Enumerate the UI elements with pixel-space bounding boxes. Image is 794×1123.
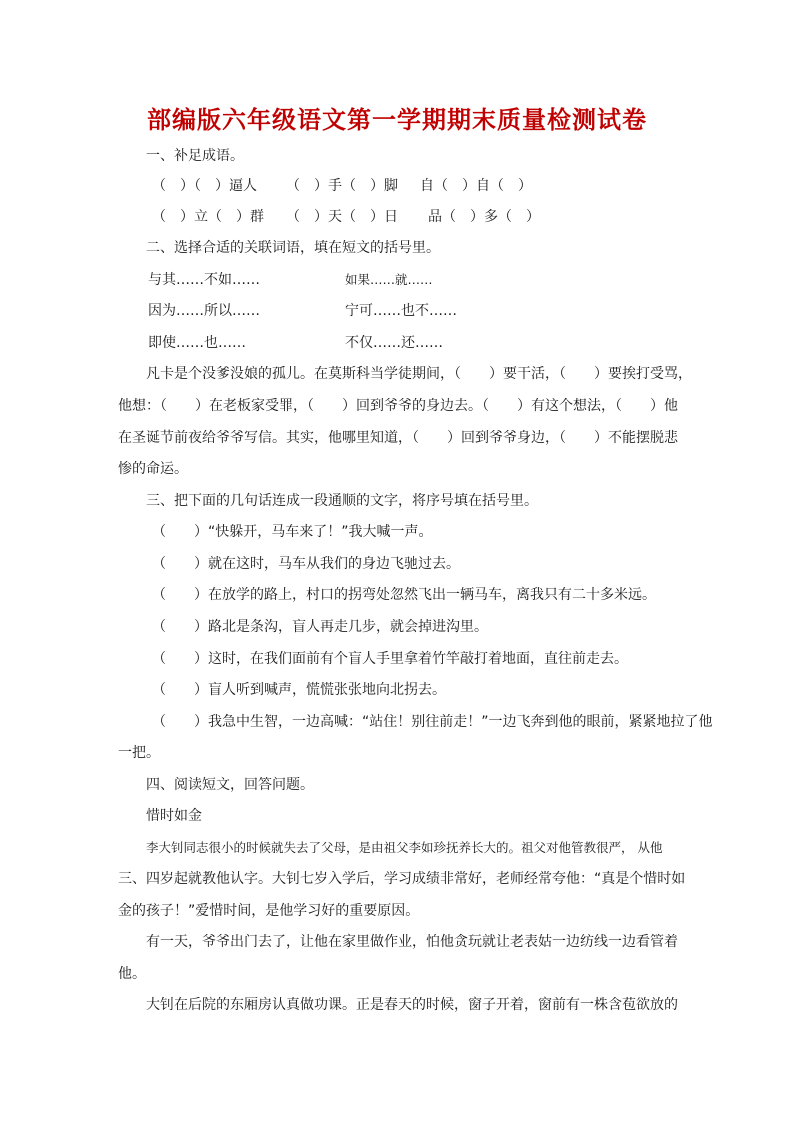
ordering-item: （ ）这时，在我们面前有个盲人手里拿着竹竿敲打着地面，直往前走去。 [152,651,628,667]
ordering-item: （ ）就在这时，马车从我们的身边飞驰过去。 [152,556,460,572]
ordering-item: （ ）我急中生智，一边高喊：“站住！别往前走！”一边飞奔到他的眼前，紧紧地拉了他 [152,714,713,730]
ordering-item: （ ）在放学的路上，村口的拐弯处忽然飞出一辆马车，离我只有二十多米远。 [152,587,656,603]
idiom-blank: 品（ ）多（ ） [428,209,540,225]
ordering-item: （ ）盲人听到喊声，慌慌张张地向北拐去。 [152,682,446,698]
ordering-item-continued: 一把。 [118,745,160,761]
section-2-heading: 二、选择合适的关联词语，填在短文的括号里。 [146,240,440,256]
idiom-blank: （ ）立（ ）群 [152,209,264,225]
ordering-item: （ ）路北是条沟，盲人再走几步，就会掉进沟里。 [152,619,488,635]
paragraph-line: 凡卡是个没爹没娘的孤儿。在莫斯科当学徒期间，（ ）要干活，（ ）要挨打受骂， [146,366,692,382]
story-title: 惜时如金 [146,808,202,824]
conjunction-option: 不仅……还…… [345,335,443,351]
conjunction-option: 因为……所以…… [148,303,260,319]
paragraph-line: 在圣诞节前夜给爷爷写信。其实，他哪里知道，（ ）回到爷爷身边，（ ）不能摆脱悲 [118,430,678,446]
conjunction-option: 与其……不如…… [148,272,260,288]
idiom-blank: （ ）手（ ）脚 [286,178,398,194]
story-line: 三、四岁起就教他认字。大钊七岁入学后，学习成绩非常好，老师经常夸他：“真是个惜时如 [118,871,686,887]
page-title: 部编版六年级语文第一学期期末质量检测试卷 [147,105,647,134]
paragraph-line: 他想：（ ）在老板家受罪，（ ）回到爷爷的身边去。（ ）有这个想法，（ ）他 [118,398,678,414]
idiom-blank: （ ）天（ ）日 [286,209,398,225]
ordering-item: （ ）“快躲开，马车来了！”我大喊一声。 [152,524,433,540]
conjunction-option: 即使……也…… [148,335,246,351]
conjunction-option: 如果……就…… [345,272,433,287]
story-line: 大钊在后院的东厢房认真做功课。正是春天的时候，窗子开着，窗前有一株含苞欲放的 [146,997,678,1013]
conjunction-option: 宁可……也不…… [345,303,457,319]
story-line: 他。 [118,966,146,982]
story-line: 金的孩子！”爱惜时间，是他学习好的重要原因。 [118,903,420,919]
story-line: 有一天，爷爷出门去了，让他在家里做作业，怕他贪玩就让老表姑一边纺线一边看管着 [146,934,678,950]
paragraph-line: 惨的命运。 [118,461,188,477]
story-line: 李大钊同志很小的时候就失去了父母，是由祖父李如珍抚养长大的。祖父对他管教很严， 从他 [146,840,663,855]
section-1-heading: 一、补足成语。 [146,148,244,164]
section-4-heading: 四、阅读短文，回答问题。 [146,777,314,793]
idiom-blank: 自（ ）自（ ） [420,178,532,194]
idiom-blank: （ ）（ ）逼人 [152,178,257,194]
section-3-heading: 三、把下面的几句话连成一段通顺的文字，将序号填在括号里。 [146,493,538,509]
